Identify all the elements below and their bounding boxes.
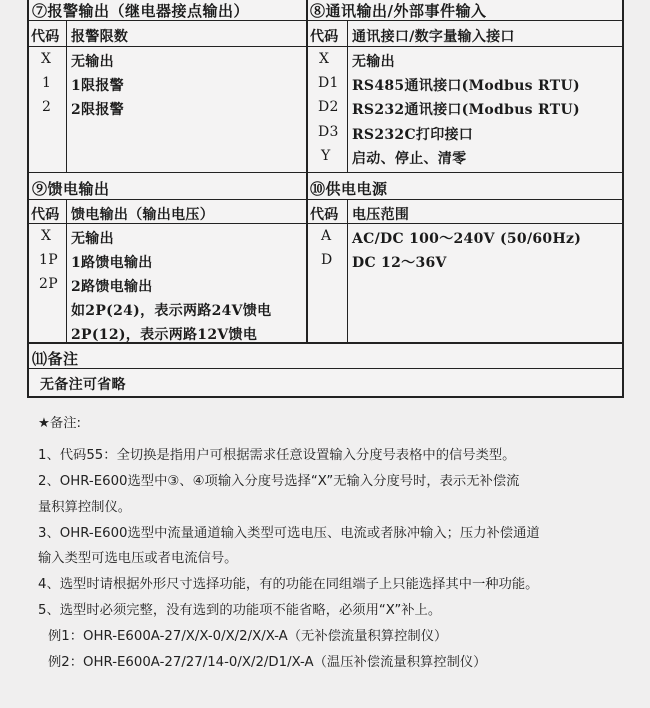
column-header-desc: 通讯接口/数字量输入接口: [352, 29, 515, 45]
divider: [29, 172, 622, 173]
note-line: 5、选型时必须完整，没有选到的功能项不能省略，必须用“X”补上。: [38, 603, 442, 618]
row-code: 2P: [39, 276, 58, 292]
row-code: D1: [318, 75, 339, 91]
note-example: 例2：OHR-E600A-27/27/14-0/X/2/D1/X-A（温压补偿流量积算控制仪）: [48, 655, 487, 670]
row-desc: 无输出: [71, 231, 114, 247]
row-code: 2: [42, 99, 52, 115]
column-header-code: 代码: [310, 29, 339, 45]
column-header-desc: 馈电输出（输出电压）: [71, 207, 214, 223]
section-title: ⑨馈电输出: [32, 180, 110, 198]
column-header-code: 代码: [310, 207, 339, 223]
row-code: Y: [321, 148, 331, 164]
row-desc: 1路馈电输出: [71, 255, 153, 271]
note-line: 2、OHR-E600选型中③、④项输入分度号选择“X”无输入分度号时，表示无补偿流: [38, 474, 520, 489]
selection-table: [27, 0, 624, 398]
column-header-code: 代码: [31, 207, 60, 223]
section-title: ⑦报警输出（继电器接点输出）: [32, 2, 250, 20]
row-desc: 无输出: [352, 54, 395, 70]
note-line: 4、选型时请根据外形尺寸选择功能，有的功能在同组端子上只能选择其中一种功能。: [38, 577, 539, 592]
row-desc: 无输出: [71, 54, 114, 70]
divider: [29, 368, 622, 369]
column-divider: [347, 20, 348, 173]
row-code: D3: [318, 124, 339, 140]
row-desc: 启动、停止、清零: [352, 151, 467, 167]
row-code: A: [321, 228, 332, 244]
section-title: ⑾备注: [32, 350, 79, 368]
row-code: X: [41, 51, 52, 67]
row-code: D: [321, 252, 333, 268]
row-desc: RS232通讯接口(Modbus RTU): [352, 102, 580, 118]
row-desc: 2P(12)，表示两路12V馈电: [71, 327, 258, 343]
column-header-code: 代码: [31, 29, 60, 45]
row-desc: 2限报警: [71, 102, 124, 118]
row-desc: 1限报警: [71, 78, 124, 94]
row-code: 1P: [39, 252, 58, 268]
row-code: X: [41, 228, 52, 244]
section-title: ⑧通讯输出/外部事件输入: [310, 2, 487, 20]
note-line: 3、OHR-E600选型中流量通道输入类型可选电压、电流或者脉冲输入；压力补偿通道: [38, 526, 540, 541]
notes-title: ★备注:: [38, 416, 81, 431]
row-code: 1: [42, 75, 52, 91]
divider: [29, 46, 622, 47]
section-title: ⑩供电电源: [310, 180, 388, 198]
row-desc: RS485通讯接口(Modbus RTU): [352, 78, 580, 94]
row-desc: AC/DC 100～240V (50/60Hz): [352, 231, 582, 247]
column-divider: [66, 20, 67, 173]
column-header-desc: 电压范围: [352, 207, 410, 223]
divider: [29, 199, 622, 200]
remark-text: 无备注可省略: [40, 377, 126, 393]
note-example: 例1：OHR-E600A-27/X/X-0/X/2/X/X-A（无补偿流量积算控制仪）: [48, 629, 448, 644]
row-desc: 2路馈电输出: [71, 279, 153, 295]
note-line: 输入类型可选电压或者电流信号。: [38, 551, 238, 566]
column-divider: [66, 199, 67, 343]
row-code: X: [319, 51, 330, 67]
row-desc: 如2P(24)，表示两路24V馈电: [71, 303, 272, 319]
row-desc: RS232C打印接口: [352, 127, 474, 143]
column-divider: [306, 0, 308, 343]
column-divider: [347, 199, 348, 343]
note-line: 1、代码55：全切换是指用户可根据需求任意设置输入分度号表格中的信号类型。: [38, 448, 516, 463]
row-code: D2: [318, 99, 339, 115]
column-header-desc: 报警限数: [71, 29, 129, 45]
note-line: 量积算控制仪。: [38, 500, 132, 515]
row-desc: DC 12～36V: [352, 255, 447, 271]
